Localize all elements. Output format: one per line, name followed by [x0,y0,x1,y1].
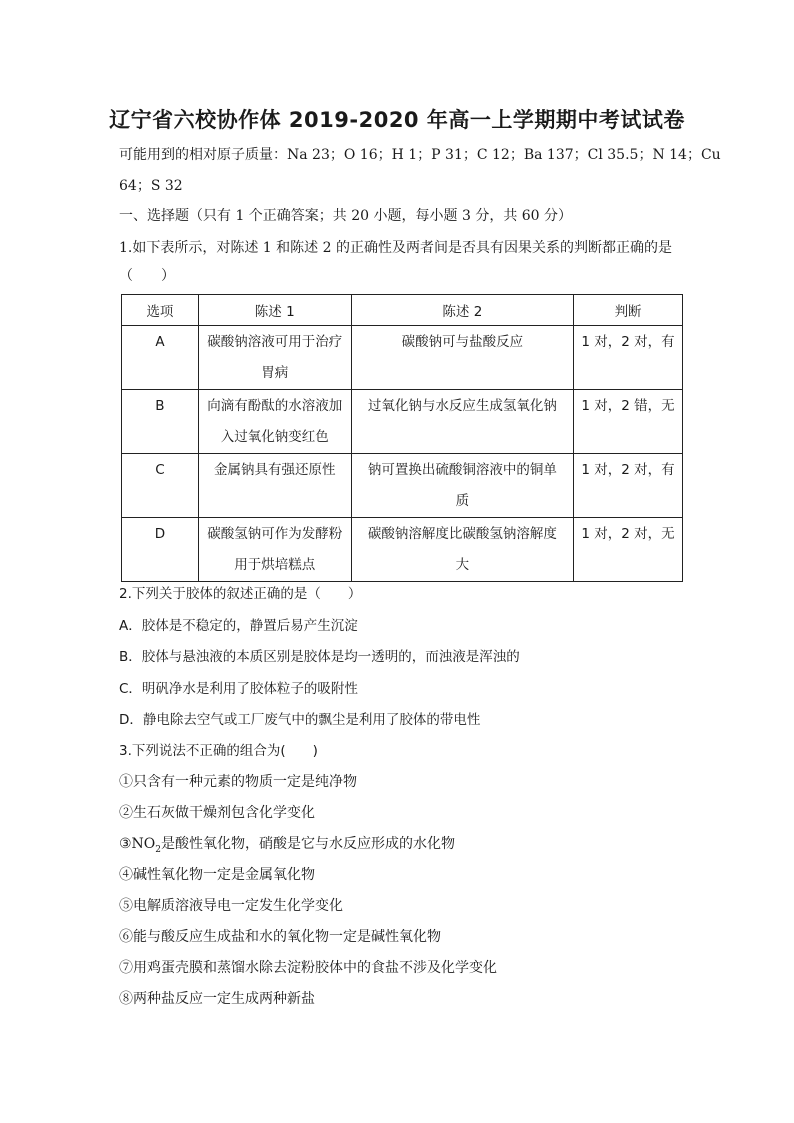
row-statement-2 [351,454,574,518]
q3-item-3-text: 是酸性氧化物，硝酸是它与水反应形成的水化物 [161,836,456,852]
statement-1-line-1: 向滴有酚酞的水溶液加 [207,398,343,414]
statement-2-line-2: 大 [455,557,470,573]
row-judgement: 1 对，2 对，有 [574,454,683,518]
q1-table [121,294,683,582]
statement-1-line-1: 金属钠具有强还原性 [213,462,336,478]
q3-item-4: ④碱性氧化物一定是金属氧化物 [119,867,315,883]
row-statement-1 [198,454,351,518]
header-statement-1: 陈述 1 [198,295,351,326]
row-option: D [122,518,199,582]
row-option: B [122,390,199,454]
row-option: A [122,326,199,390]
atomic-masses-line-1: 可能用到的相对原子质量：Na 23；O 16；H 1；P 31；C 12；Ba 137；Cl 35.5；N 14；Cu [119,147,721,163]
row-statement-1 [198,390,351,454]
q2-option-b: B．胶体与悬浊液的本质区别是胶体是均一透明的，而浊液是浑浊的 [119,649,520,665]
statement-2-line-1: 碳酸钠可与盐酸反应 [401,334,524,350]
q3-stem: 3.下列说法不正确的组合为( ) [119,743,318,759]
table-row [122,326,683,390]
row-option: C [122,454,199,518]
statement-2-line-1: 过氧化钠与水反应生成氢氧化钠 [367,398,557,414]
row-statement-2 [351,326,574,390]
q2-stem: 2.下列关于胶体的叙述正确的是（ ） [119,586,362,602]
table-row [122,390,683,454]
q3-item-6: ⑥能与酸反应生成盐和水的氧化物一定是碱性氧化物 [119,929,441,945]
header-judgement: 判断 [574,295,683,326]
row-statement-1 [198,518,351,582]
q3-item-3-subscript: 2 [155,844,162,855]
q1-stem-line-2: （ ） [119,268,175,284]
q3-item-5: ⑤电解质溶液导电一定发生化学变化 [119,898,343,914]
table-row [122,454,683,518]
row-judgement: 1 对，2 对，无 [574,518,683,582]
q3-item-7: ⑦用鸡蛋壳膜和蒸馏水除去淀粉胶体中的食盐不涉及化学变化 [119,960,497,976]
statement-1-line-2: 胃病 [261,365,289,381]
table-row [122,518,683,582]
exam-title: 辽宁省六校协作体 2019-2020 年高一上学期期中考试试卷 [109,108,685,132]
row-judgement: 1 对，2 对，有 [574,326,683,390]
statement-2-line-2: 质 [455,493,470,509]
q3-item-1: ①只含有一种元素的物质一定是纯净物 [119,774,357,790]
statement-2-line-1: 钠可置换出硫酸铜溶液中的铜单 [367,462,557,478]
q2-option-c: C．明矾净水是利用了胶体粒子的吸附性 [119,681,358,697]
row-judgement: 1 对，2 错，无 [574,390,683,454]
statement-1-line-1: 碳酸钠溶液可用于治疗 [207,334,343,350]
q1-stem-line-1: 1.如下表所示，对陈述 1 和陈述 2 的正确性及两者间是否具有因果关系的判断都正确的是 [119,240,672,256]
section-heading: 一、选择题（只有 1 个正确答案；共 20 小题，每小题 3 分，共 60 分） [119,208,573,224]
q3-item-2: ②生石灰做干燥剂包含化学变化 [119,805,315,821]
q3-item-3-prefix: ③NO [119,836,156,852]
table-header-row [122,295,683,326]
header-statement-2: 陈述 2 [351,295,574,326]
header-option: 选项 [122,295,199,326]
statement-2-line-1: 碳酸钠溶解度比碳酸氢钠溶解度 [367,526,557,542]
q2-option-d: D．静电除去空气或工厂废气中的飘尘是利用了胶体的带电性 [119,712,481,728]
q2-option-a: A．胶体是不稳定的，静置后易产生沉淀 [119,618,358,634]
row-statement-1 [198,326,351,390]
statement-1-line-2: 用于烘培糕点 [234,557,316,573]
statement-1-line-2: 入过氧化钠变红色 [220,429,329,445]
atomic-masses-line-2: 64；S 32 [119,178,183,194]
statement-1-line-1: 碳酸氢钠可作为发酵粉 [207,526,343,542]
row-statement-2 [351,390,574,454]
q3-item-3 [119,834,679,860]
row-statement-2 [351,518,574,582]
q3-item-8: ⑧两种盐反应一定生成两种新盐 [119,991,315,1007]
